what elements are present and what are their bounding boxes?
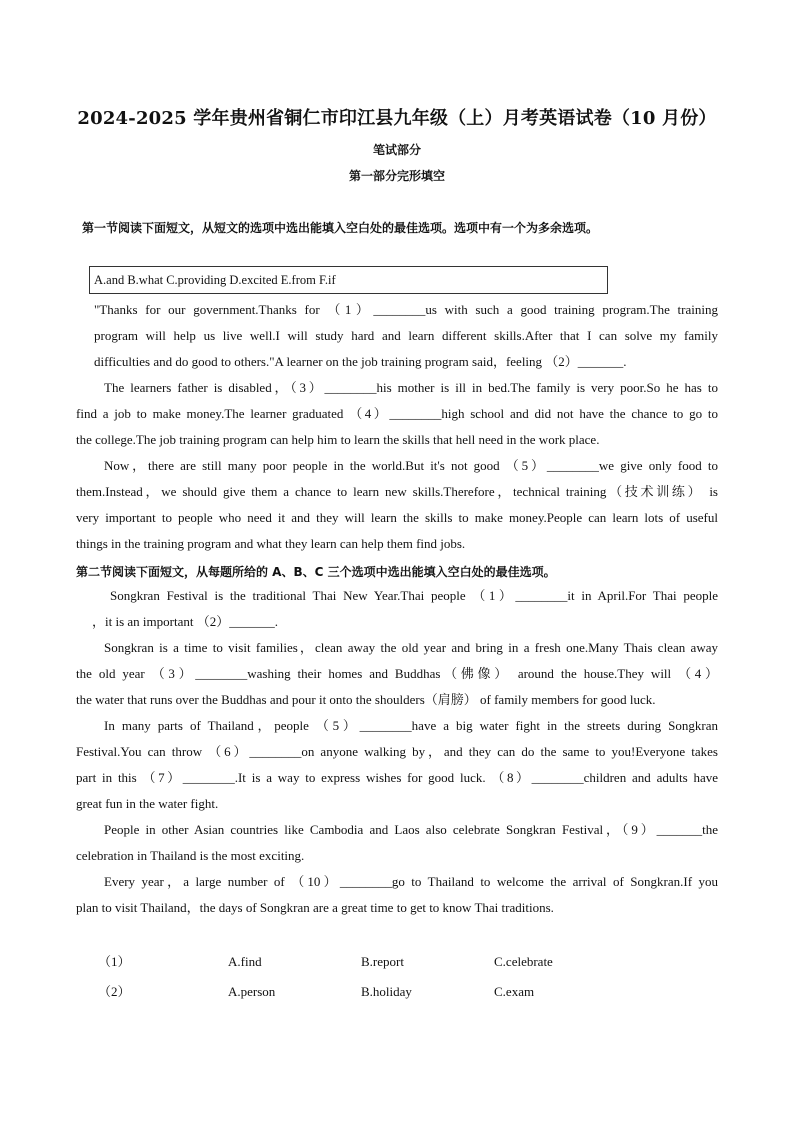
text-line: Every year，a large number of （10）________go to Thailand to welcome the arrival of Songkran.If you xyxy=(104,874,718,889)
section2-paragraph-5 xyxy=(76,869,718,921)
option-c: C.celebrate xyxy=(494,954,553,969)
text-line: things in the training program and what they learn can help them find jobs. xyxy=(76,536,466,551)
option-c: C.exam xyxy=(494,984,535,999)
text-line: People in other Asian countries like Cambodia and Laos also celebrate Songkran Festival，（9）_______the xyxy=(104,822,718,837)
text-line: celebration in Thailand is the most exciting. xyxy=(76,848,305,863)
text-line: program will help us live well.I will study hard and learn different skills.After that I can solve my family xyxy=(94,328,718,343)
text-line: the old year （3）________washing their homes and Buddhas（佛像） around the house.They will （4） xyxy=(76,666,718,681)
section1-paragraph-3 xyxy=(76,453,718,557)
question-number: （2） xyxy=(98,984,131,999)
text-line: the water that runs over the Buddhas and pour it onto the shoulders（肩膀） of family members for good luck. xyxy=(76,692,656,707)
text-line: difficulties and do good to others."A learner on the job training program said，feeling （2）_______. xyxy=(94,354,627,369)
text-line: In many parts of Thailand，people （5）________have a big water fight in the streets during Songkran xyxy=(104,718,718,733)
subtitle-written-part: 笔试部分 xyxy=(372,143,421,157)
text-line: part in this （7）________.It is a way to express wishes for good luck. （8）________children and adults have xyxy=(76,770,718,785)
text-line: great fun in the water fight. xyxy=(76,796,219,811)
section1-paragraph-2 xyxy=(76,375,718,453)
text-line: Now，there are still many poor people in the world.But it's not good （5）________we give only food to xyxy=(104,458,718,473)
option-a: A.find xyxy=(228,954,262,969)
text-line: Songkran is a time to visit families，clean away the old year and bring in a fresh one.Many Thais clean away xyxy=(104,640,718,655)
text-line: the college.The job training program can help him to learn the skills that hell need in the work place. xyxy=(76,432,600,447)
text-line: Festival.You can throw （6）________on anyone walking by，and they can do the same to you!Everyone takes xyxy=(76,744,718,759)
section1-heading: 第一节阅读下面短文，从短文的选项中选出能填入空白处的最佳选项。选项中有一个为多余选项。 xyxy=(82,221,599,235)
section2-heading: 第二节阅读下面短文，从每题所给的 A、B、C 三个选项中选出能填入空白处的最佳选项。 xyxy=(76,565,556,579)
text-line: The learners father is disabled，（3）________his mother is ill in bed.The family is very poor.So he has to xyxy=(104,380,718,395)
option-box: A.and B.what C.providing D.excited E.from F.if xyxy=(89,266,608,294)
subtitle-cloze-part: 第一部分完形填空 xyxy=(348,169,445,183)
section2-paragraph-1 xyxy=(76,583,718,635)
option-b: B.holiday xyxy=(361,984,412,999)
question-number: （1） xyxy=(98,954,131,969)
text-line: them.Instead，we should give them a chance to learn new skills.Therefore，technical training（技术训练） is xyxy=(76,484,718,499)
section2-paragraph-3 xyxy=(76,713,718,817)
text-line: ，it is an important （2）_______. xyxy=(92,614,278,629)
text-line: very important to people who need it and they will learn the skills to make money.People can learn lots of useful xyxy=(76,510,718,525)
text-line: find a job to make money.The learner graduated （4）________high school and did not have the chance to go to xyxy=(76,406,718,421)
section2-paragraph-4 xyxy=(76,817,718,869)
text-line: "Thanks for our government.Thanks for （1）________us with such a good training program.The training xyxy=(94,302,718,317)
option-a: A.person xyxy=(228,984,276,999)
text-line: plan to visit Thailand，the days of Songkran are a great time to get to know Thai traditions. xyxy=(76,900,554,915)
section1-paragraph-1 xyxy=(94,297,718,375)
text-line: Songkran Festival is the traditional Thai New Year.Thai people （1）________it in April.For Thai people xyxy=(110,588,718,603)
section2-paragraph-2 xyxy=(76,635,718,713)
page-title: 2024-2025 学年贵州省铜仁市印江县九年级（上）月考英语试卷（10 月份） xyxy=(77,108,717,129)
option-b: B.report xyxy=(361,954,404,969)
